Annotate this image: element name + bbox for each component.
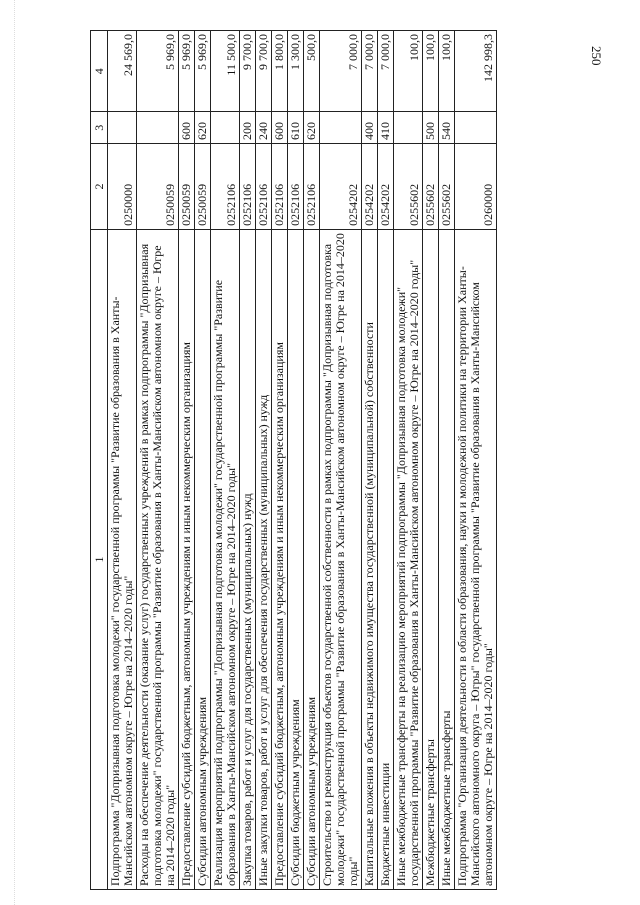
row-target-code: 0252106 [240, 144, 256, 230]
row-target-code: 0252106 [256, 144, 272, 230]
table-row [439, 31, 455, 890]
row-amount: 100,0 [394, 31, 423, 112]
row-target-code: 0252106 [211, 144, 240, 230]
header-col-3: 3 [91, 112, 108, 144]
row-description: Расходы на обеспечение деятельности (оказание услуг) государственных учреждений в рамках подпрограммы "Допризывная подготовка молодежи" государственной программы "Развитие образования в Ханты-Мансийском автономном округе – Югре на 2014–2020 годы" [137, 229, 179, 889]
table-row [211, 31, 240, 890]
table-row [378, 31, 394, 890]
table-row [394, 31, 423, 890]
row-expense-type: 400 [362, 112, 378, 144]
row-description: Подпрограмма "Допризывная подготовка молодежи" государственной программы "Развитие образования в Ханты-Мансийском автономном округе – Югре на 2014–2020 годы" [108, 229, 137, 889]
row-target-code: 0260000 [455, 144, 497, 230]
row-target-code: 0254202 [320, 144, 362, 230]
table-row [362, 31, 378, 890]
row-description: Межбюджетные трансферты [423, 229, 439, 889]
row-description: Иные закупки товаров, работ и услуг для обеспечения государственных (муниципальных) нужд [256, 229, 272, 889]
row-description: Реализация мероприятий подпрограммы "Допризывная подготовка молодежи" государственной программы "Развитие образования в Ханты-Мансийском автономном округе – Югре на 2014–2020 годы" [211, 229, 240, 889]
row-amount: 24 569,0 [108, 31, 137, 112]
table-row [256, 31, 272, 890]
row-target-code: 0252106 [304, 144, 320, 230]
scan-margin-line [14, 0, 16, 905]
row-amount: 7 000,0 [378, 31, 394, 112]
row-description: Капитальные вложения в объекты недвижимого имущества государственной (муниципальной) собственности [362, 229, 378, 889]
row-amount: 1 300,0 [288, 31, 304, 112]
row-expense-type: 540 [439, 112, 455, 144]
row-expense-type: 200 [240, 112, 256, 144]
table-row [179, 31, 195, 890]
table-row [304, 31, 320, 890]
row-target-code: 0252106 [272, 144, 288, 230]
row-target-code: 0250059 [195, 144, 211, 230]
table-header-row [91, 31, 108, 890]
row-amount: 11 500,0 [211, 31, 240, 112]
row-amount: 100,0 [439, 31, 455, 112]
row-description: Предоставление субсидий бюджетным, автономным учреждениям и иным некоммерческим организациям [179, 229, 195, 889]
row-target-code: 0250000 [108, 144, 137, 230]
table-row [320, 31, 362, 890]
row-target-code: 0250059 [137, 144, 179, 230]
row-amount: 5 969,0 [195, 31, 211, 112]
budget-table [90, 30, 497, 890]
table-row [423, 31, 439, 890]
table-body [108, 31, 497, 890]
row-target-code: 0255602 [394, 144, 423, 230]
row-expense-type [108, 112, 137, 144]
row-description: Субсидии бюджетным учреждениям [288, 229, 304, 889]
row-description: Строительство и реконструкция объектов государственной собственности в рамках подпрограммы "Допризывная подготовка молодежи" государственной программы "Развитие образования в Ханты-Мансийском автономном округе – Югре на 2014–2020 годы" [320, 229, 362, 889]
row-amount: 5 969,0 [137, 31, 179, 112]
row-description: Закупка товаров, работ и услуг для государственных (муниципальных) нужд [240, 229, 256, 889]
row-target-code: 0254202 [378, 144, 394, 230]
row-expense-type: 600 [272, 112, 288, 144]
row-expense-type: 620 [195, 112, 211, 144]
row-expense-type: 610 [288, 112, 304, 144]
row-expense-type [394, 112, 423, 144]
header-col-1: 1 [91, 229, 108, 889]
row-expense-type: 500 [423, 112, 439, 144]
row-target-code: 0255602 [439, 144, 455, 230]
row-target-code: 0255602 [423, 144, 439, 230]
row-description: Иные межбюджетные трансферты на реализацию мероприятий подпрограммы "Допризывная подготовка молодежи" государственной программы "Развитие образования в Ханты-Мансийском автономном округе – Югре на 2014–2020 годы" [394, 229, 423, 889]
row-expense-type [320, 112, 362, 144]
row-target-code: 0254202 [362, 144, 378, 230]
table-row [137, 31, 179, 890]
row-expense-type [455, 112, 497, 144]
rotated-table-container [90, 30, 560, 890]
row-description: Бюджетные инвестиции [378, 229, 394, 889]
row-expense-type: 240 [256, 112, 272, 144]
table-row [455, 31, 497, 890]
row-amount: 500,0 [304, 31, 320, 112]
table-row [272, 31, 288, 890]
table-row [288, 31, 304, 890]
row-description: Субсидии автономным учреждениям [195, 229, 211, 889]
page-number: 250 [589, 46, 604, 66]
row-amount: 9 700,0 [240, 31, 256, 112]
row-amount: 1 800,0 [272, 31, 288, 112]
header-col-4: 4 [91, 31, 108, 112]
table-row [195, 31, 211, 890]
row-amount: 7 000,0 [320, 31, 362, 112]
row-description: Предоставление субсидий бюджетным, автономным учреждениям и иным некоммерческим организациям [272, 229, 288, 889]
row-expense-type: 600 [179, 112, 195, 144]
row-target-code: 0252106 [288, 144, 304, 230]
table-row [240, 31, 256, 890]
row-expense-type: 620 [304, 112, 320, 144]
row-description: Иные межбюджетные трансферты [439, 229, 455, 889]
row-amount: 142 998,3 [455, 31, 497, 112]
row-expense-type [137, 112, 179, 144]
row-amount: 9 700,0 [256, 31, 272, 112]
row-amount: 7 000,0 [362, 31, 378, 112]
header-col-2: 2 [91, 144, 108, 230]
row-expense-type [211, 112, 240, 144]
row-description: Субсидии автономным учреждениям [304, 229, 320, 889]
row-target-code: 0250059 [179, 144, 195, 230]
row-amount: 100,0 [423, 31, 439, 112]
row-expense-type: 410 [378, 112, 394, 144]
row-description: Подпрограмма "Организация деятельности в области образования, науки и молодежной политики на территории Ханты-Мансийского автономного округа – Югры" государственной программы "Развитие образования в Ханты-Мансийском автономном округе – Югре на 2014–2020 годы" [455, 229, 497, 889]
table-row [108, 31, 137, 890]
row-amount: 5 969,0 [179, 31, 195, 112]
